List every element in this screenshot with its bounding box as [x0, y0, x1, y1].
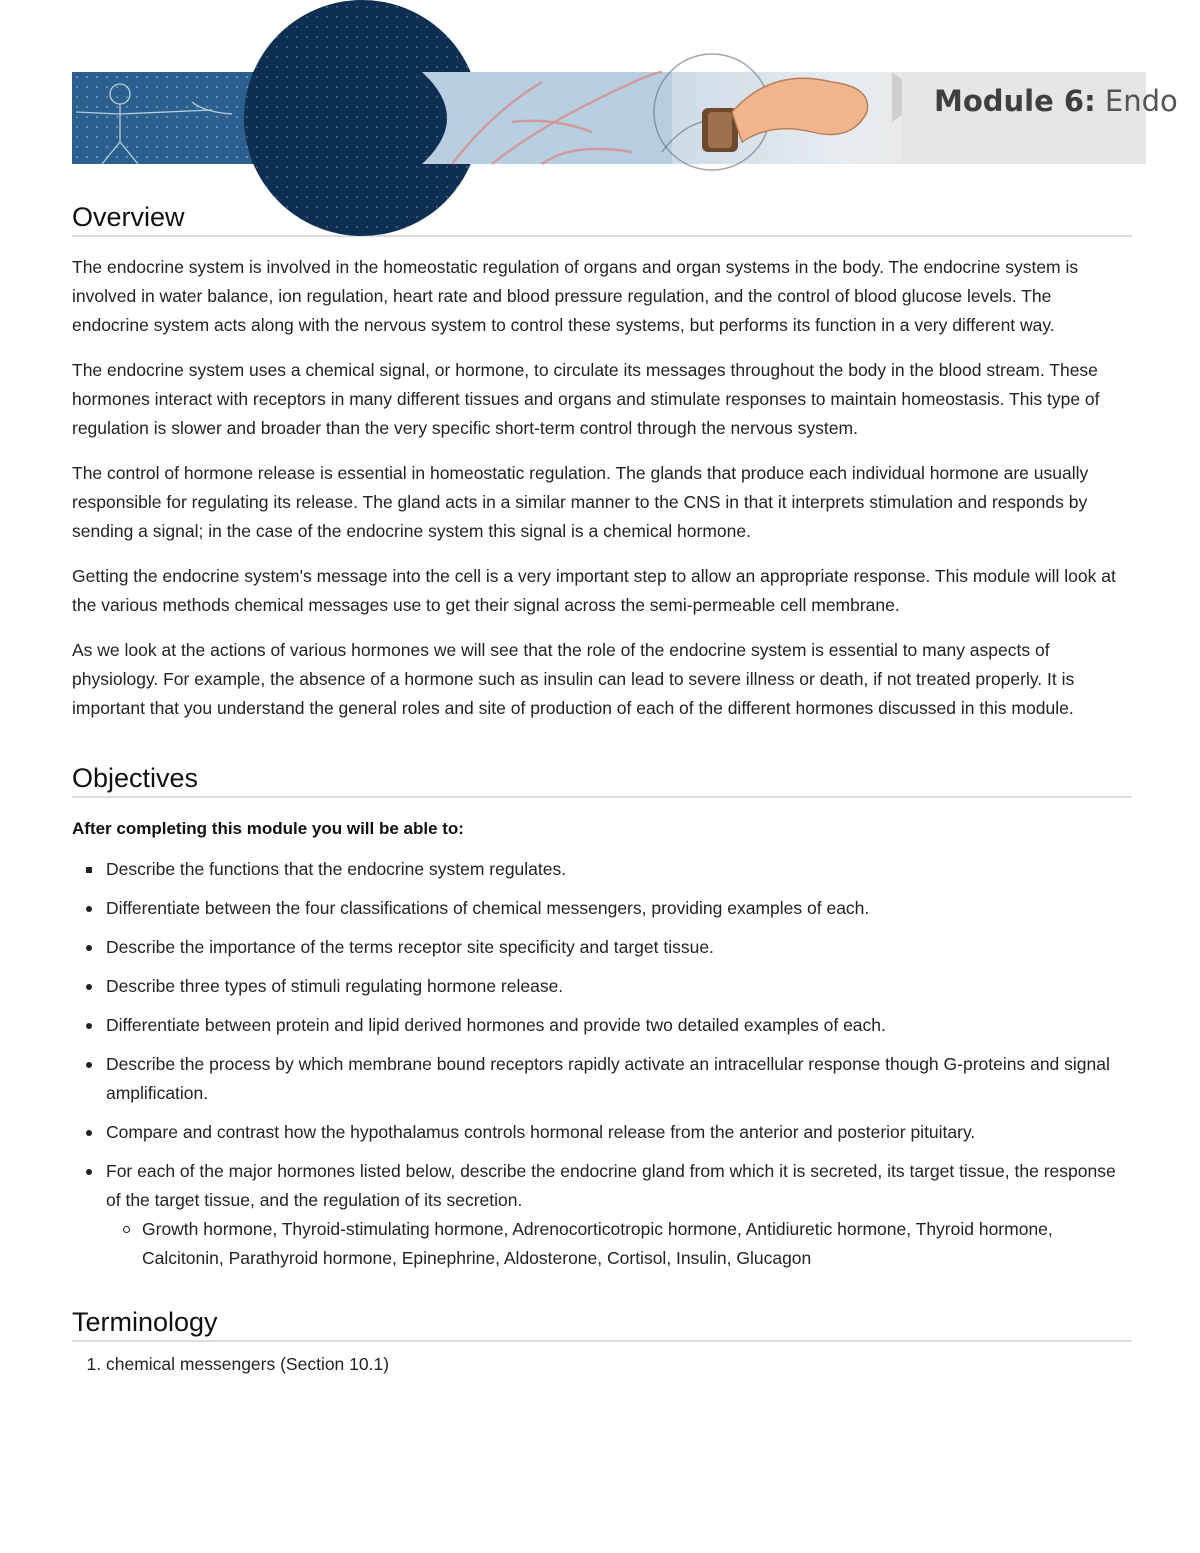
hormone-sublist	[106, 1215, 1132, 1273]
list-item: Compare and contrast how the hypothalamus controls hormonal release from the anterior and posterior pituitary.	[106, 1118, 1132, 1147]
bullet-icon	[86, 1062, 92, 1068]
terminology-list	[72, 1350, 1132, 1379]
list-item: Differentiate between the four classifications of chemical messengers, providing examples of each.	[106, 894, 1132, 923]
bullet-icon	[86, 1130, 92, 1136]
circle-bullet-icon	[123, 1226, 130, 1233]
terminology-item: 1. chemical messengers (Section 10.1)	[106, 1350, 1132, 1379]
objectives-lead: After completing this module you will be able to:	[72, 819, 464, 838]
objectives-list	[72, 855, 1132, 1273]
overview-paragraph: The endocrine system uses a chemical signal, or hormone, to circulate its messages throughout the body in the blood stream. These hormones interact with receptors in many different tissues and organs and stimulate responses to maintain homeostasis. This type of regulation is slower and broader than the very specific short-term control through the nervous system.	[72, 360, 1100, 438]
list-item: For each of the major hormones listed below, describe the endocrine gland from which it is secreted, its target tissue, the response of the target tissue, and the regulation of its secretion. Growth hormone, Thyroid-stimulating hormone, Adrenocorticotropic hormone, Antidiuretic hormone, Thyroid hormone, Calcitonin, Parathyroid hormone, Epinephrine, Aldosterone, Cortisol, Insulin, Glucagon	[106, 1157, 1132, 1273]
bullet-icon	[86, 906, 92, 912]
list-item: Describe the functions that the endocrine system regulates.	[106, 855, 1132, 884]
pancreas-icon	[732, 78, 868, 142]
bullet-icon	[86, 984, 92, 990]
list-item: Differentiate between protein and lipid derived hormones and provide two detailed examples of each.	[106, 1011, 1132, 1040]
overview-paragraph: The endocrine system is involved in the homeostatic regulation of organs and organ systems in the body. The endocrine system is involved in water balance, ion regulation, heart rate and blood pressure regulation, and the control of blood glucose levels. The endocrine system acts along with the nervous system to control these systems, but performs its function in a very different way.	[72, 257, 1079, 335]
bullet-icon	[86, 1169, 92, 1175]
overview-paragraph: The control of hormone release is essential in homeostatic regulation. The glands that produce each individual hormone are usually responsible for regulating its release. The gland acts in a similar manner to the CNS in that it interprets stimulation and responds by sending a signal; in the case of the endocrine system this signal is a chemical hormone.	[72, 463, 1089, 541]
banner-title: Module 6: Endo	[934, 84, 1178, 118]
overview-paragraph: As we look at the actions of various hormones we will see that the role of the endocrine system is essential to many aspects of physiology. For example, the absence of a hormone such as insulin can lead to severe illness or death, if not treated properly. It is important that you understand the general roles and site of production of each of the different hormones discussed in this module.	[72, 640, 1075, 718]
list-item: Describe three types of stimuli regulating hormone release.	[106, 972, 1132, 1001]
bullet-icon	[86, 945, 92, 951]
terminology-heading: Terminology	[72, 1307, 1132, 1342]
list-item: Describe the importance of the terms receptor site specificity and target tissue.	[106, 933, 1132, 962]
bullet-icon	[86, 1023, 92, 1029]
bullet-icon	[86, 867, 92, 873]
module-banner	[72, 72, 1178, 164]
overview-heading: Overview	[72, 202, 1132, 237]
page-content	[72, 72, 1178, 1379]
list-item: Describe the process by which membrane bound receptors rapidly activate an intracellular response though G-proteins and signal amplification.	[106, 1050, 1132, 1108]
objectives-heading: Objectives	[72, 763, 1132, 798]
overview-paragraph: Getting the endocrine system's message into the cell is a very important step to allow an appropriate response. This module will look at the various methods chemical messages use to get their signal across the semi-permeable cell membrane.	[72, 566, 1116, 615]
sublist-item: Growth hormone, Thyroid-stimulating hormone, Adrenocorticotropic hormone, Antidiuretic hormone, Thyroid hormone, Calcitonin, Parathyroid hormone, Epinephrine, Aldosterone, Cortisol, Insulin, Glucagon	[142, 1215, 1132, 1273]
